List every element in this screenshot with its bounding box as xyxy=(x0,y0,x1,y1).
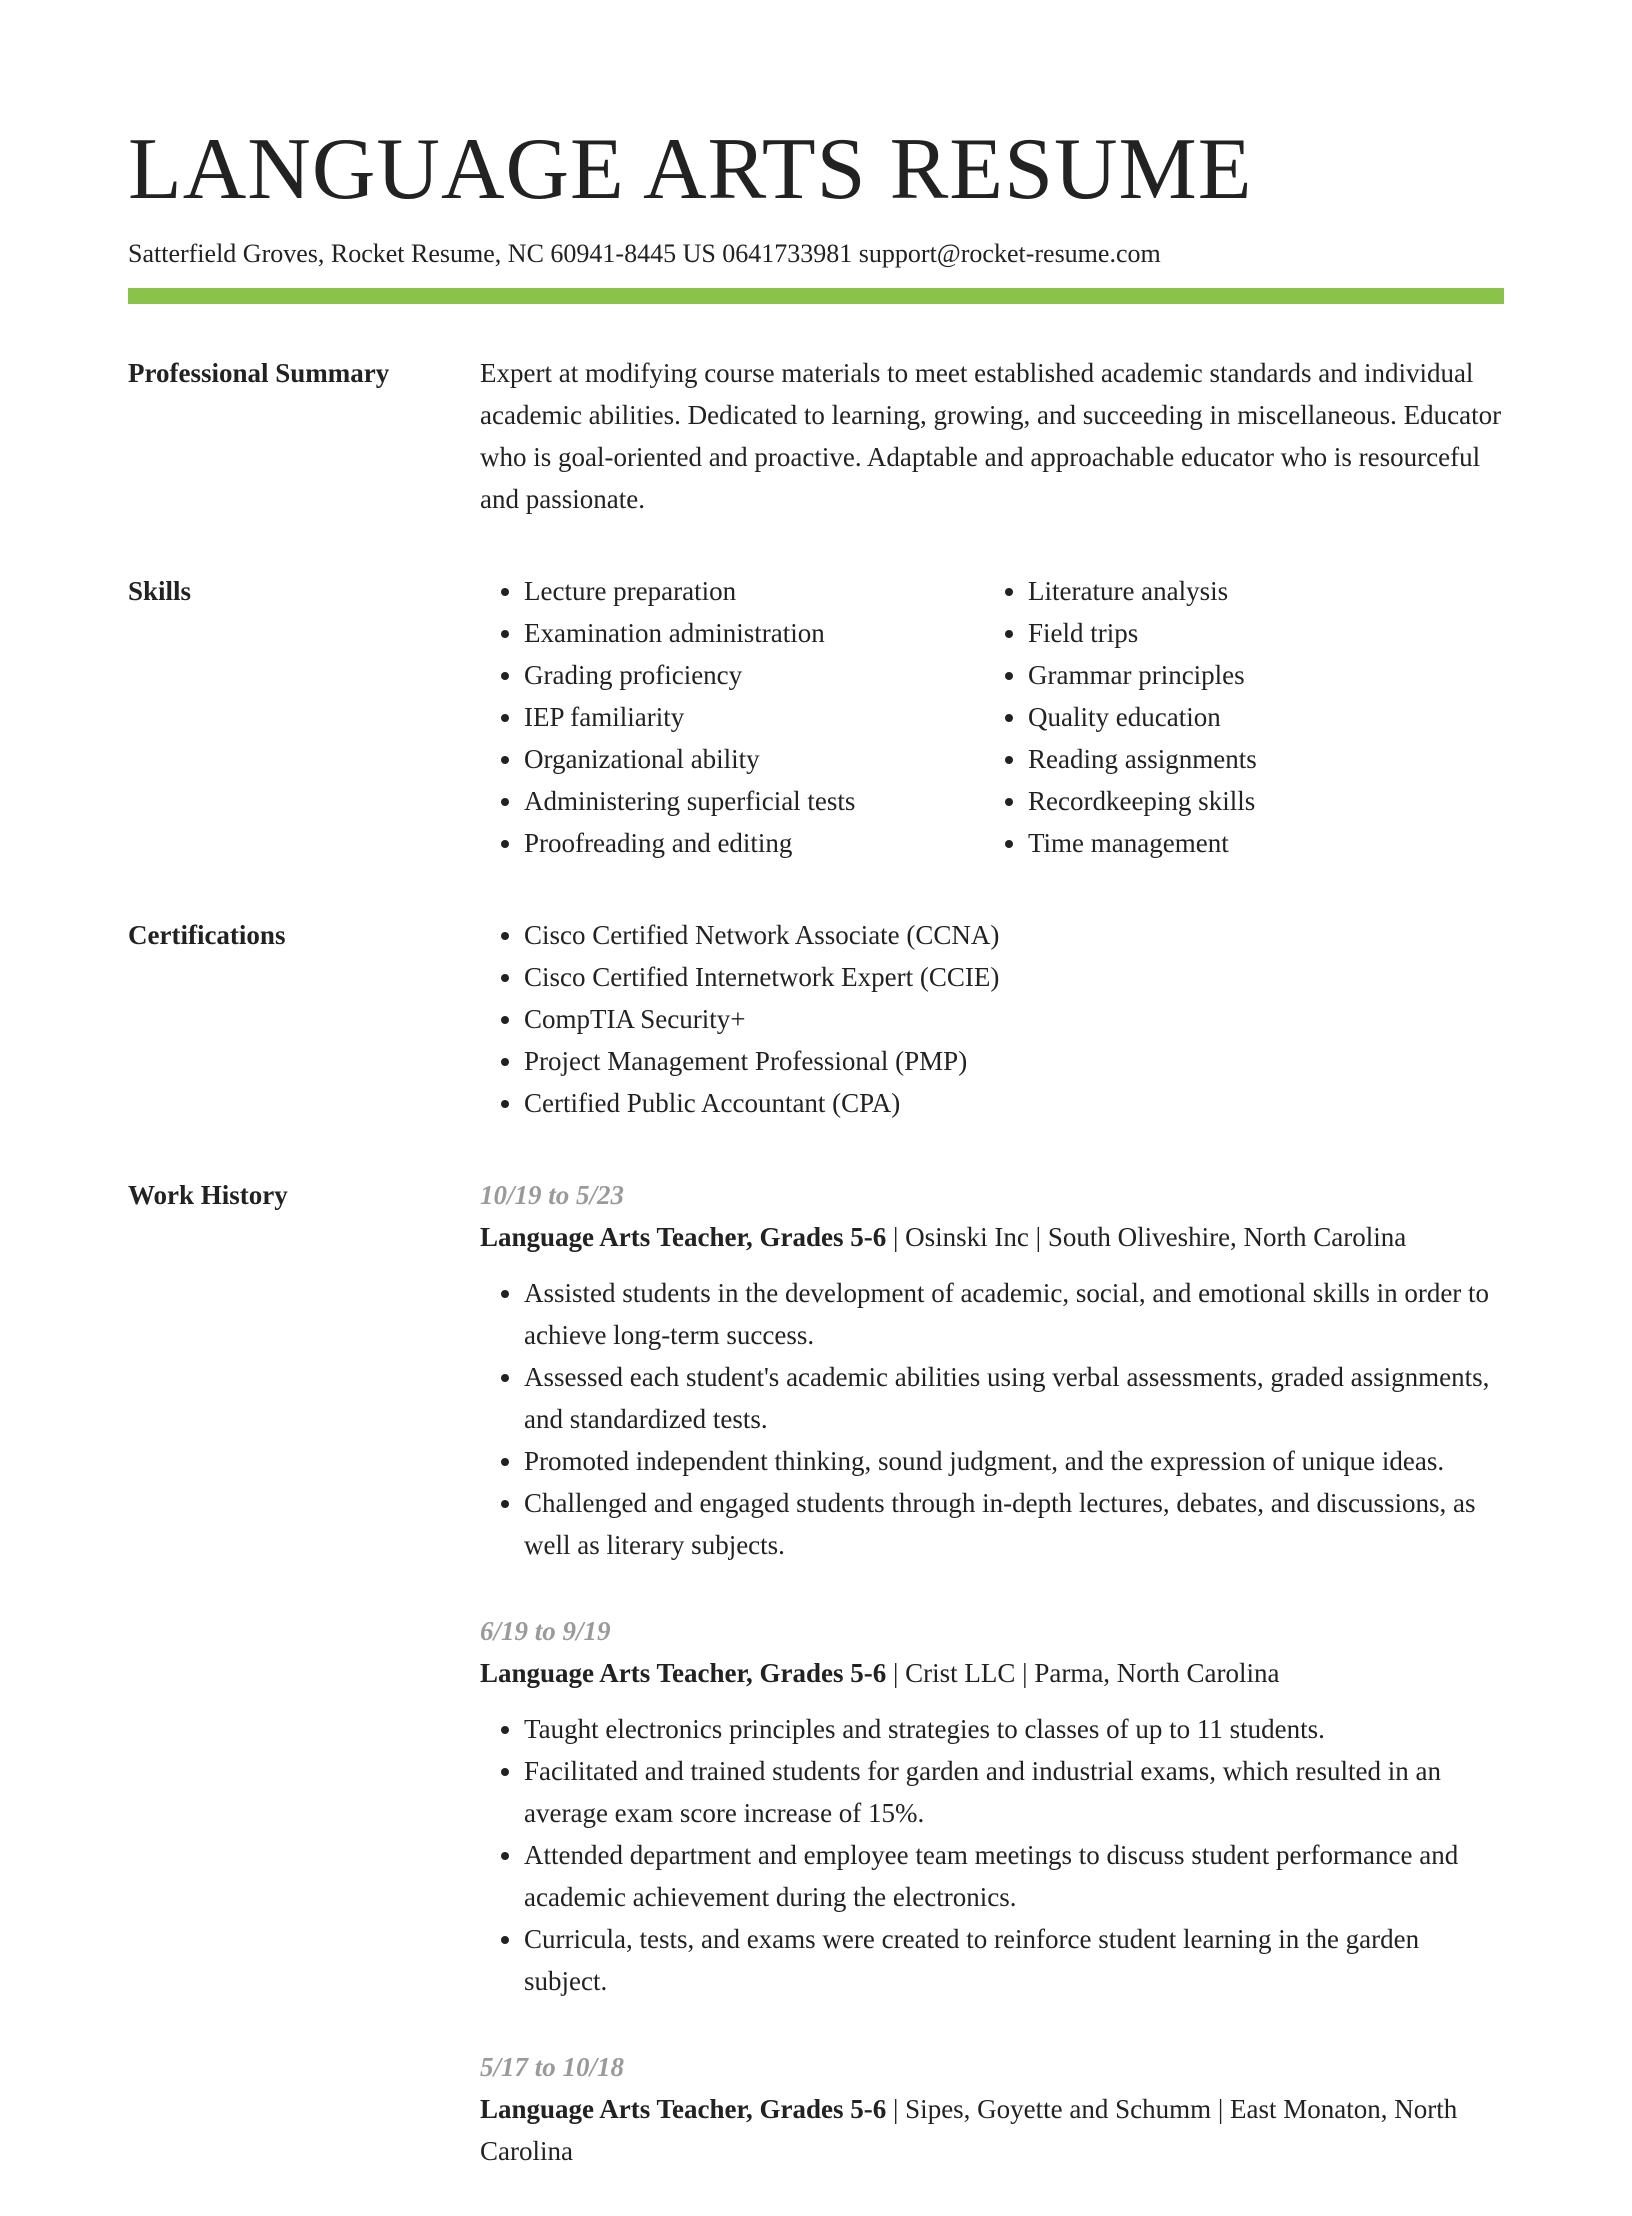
accent-divider xyxy=(128,288,1504,304)
skill-item: • Quality education xyxy=(1028,696,1488,738)
job-heading xyxy=(480,1652,1504,1694)
job-title: Language Arts Teacher, Grades 5-6 xyxy=(480,1222,887,1252)
skill-item: • Proofreading and editing xyxy=(524,822,984,864)
job-details: | Sipes, Goyette and Schumm | East Monaton, North Carolina xyxy=(480,2094,1458,2166)
job-dates: 5/17 to 10/18 xyxy=(480,2052,625,2082)
skill-item: • IEP familiarity xyxy=(524,696,984,738)
certification-item: • Certified Public Accountant (CPA) xyxy=(524,1082,1504,1124)
job-dates: 6/19 to 9/19 xyxy=(480,1616,611,1646)
job-details: | Crist LLC | Parma, North Carolina xyxy=(886,1658,1280,1688)
section-label: Skills xyxy=(128,576,192,606)
job-bullet: • Curricula, tests, and exams were created to reinforce student learning in the garden subject. xyxy=(524,1918,1504,2002)
skill-item: • Administering superficial tests xyxy=(524,780,984,822)
job-entry xyxy=(480,2046,1504,2172)
skills-list xyxy=(480,570,984,864)
job-bullets xyxy=(480,1708,1504,2002)
job-bullet: • Promoted independent thinking, sound judgment, and the expression of unique ideas. xyxy=(524,1440,1504,1482)
resume-title: LANGUAGE ARTS RESUME xyxy=(128,121,1253,218)
certifications-section xyxy=(128,914,1504,1124)
skill-item: • Examination administration xyxy=(524,612,984,654)
job-heading xyxy=(480,1216,1504,1258)
job-bullets xyxy=(480,1272,1504,1566)
work-history-section xyxy=(128,1174,1504,2216)
section-label: Work History xyxy=(128,1180,288,1210)
certification-item: • Cisco Certified Internetwork Expert (CCIE) xyxy=(524,956,1504,998)
skill-item: • Reading assignments xyxy=(1028,738,1488,780)
job-heading xyxy=(480,2088,1504,2172)
job-dates: 10/19 to 5/23 xyxy=(480,1180,625,1210)
certification-item: • Project Management Professional (PMP) xyxy=(524,1040,1504,1082)
skill-item: • Grammar principles xyxy=(1028,654,1488,696)
job-entry xyxy=(480,1174,1504,1566)
section-label: Certifications xyxy=(128,920,286,950)
job-details: | Osinski Inc | South Oliveshire, North Carolina xyxy=(886,1222,1407,1252)
skill-item: • Lecture preparation xyxy=(524,570,984,612)
job-bullet: • Challenged and engaged students through in-depth lectures, debates, and discussions, as well as literary subjects. xyxy=(524,1482,1504,1566)
section-label: Professional Summary xyxy=(128,358,390,388)
skills-section xyxy=(128,570,1504,864)
certification-item: • Cisco Certified Network Associate (CCNA) xyxy=(524,914,1504,956)
certifications-list xyxy=(480,914,1504,1124)
skill-item: • Time management xyxy=(1028,822,1488,864)
summary-section xyxy=(128,352,1504,520)
job-bullet: • Facilitated and trained students for garden and industrial exams, which resulted in an average exam score increase of 15%. xyxy=(524,1750,1504,1834)
skill-item: • Grading proficiency xyxy=(524,654,984,696)
skill-item: • Literature analysis xyxy=(1028,570,1488,612)
job-bullet: • Assessed each student's academic abilities using verbal assessments, graded assignments, and standardized tests. xyxy=(524,1356,1504,1440)
job-title: Language Arts Teacher, Grades 5-6 xyxy=(480,2094,887,2124)
contact-line: Satterfield Groves, Rocket Resume, NC 60941-8445 US 0641733981 support@rocket-resume.com xyxy=(128,239,1161,268)
skill-item: • Recordkeeping skills xyxy=(1028,780,1488,822)
job-entry xyxy=(480,1610,1504,2002)
job-bullet: • Attended department and employee team meetings to discuss student performance and academic achievement during the electronics. xyxy=(524,1834,1504,1918)
summary-text: Expert at modifying course materials to meet established academic standards and individual academic abilities. Dedicated to learning, growing, and succeeding in miscellaneous. Educator who is goal-oriented and proactive. Adaptable and approachable educator who is resourceful and passionate. xyxy=(480,358,1502,514)
skill-item: • Organizational ability xyxy=(524,738,984,780)
job-title: Language Arts Teacher, Grades 5-6 xyxy=(480,1658,887,1688)
certification-item: • CompTIA Security+ xyxy=(524,998,1504,1040)
job-bullet: • Assisted students in the development of academic, social, and emotional skills in order to achieve long-term success. xyxy=(524,1272,1504,1356)
job-bullet: • Taught electronics principles and strategies to classes of up to 11 students. xyxy=(524,1708,1504,1750)
skills-list xyxy=(984,570,1488,864)
skill-item: • Field trips xyxy=(1028,612,1488,654)
